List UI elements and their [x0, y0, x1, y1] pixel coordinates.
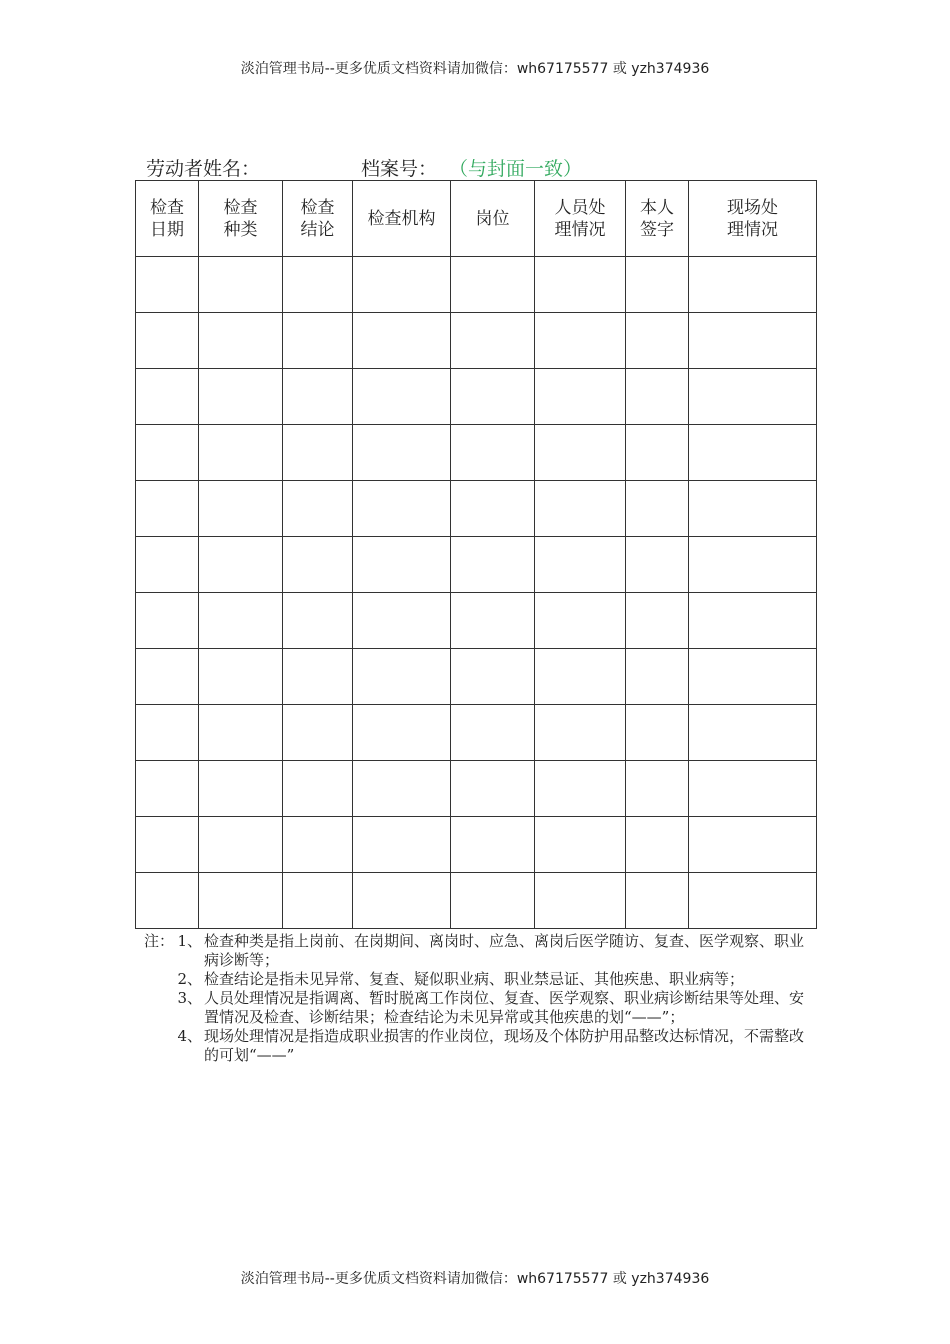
table-row [136, 593, 817, 649]
table-cell[interactable] [626, 369, 689, 425]
table-cell[interactable] [689, 649, 817, 705]
table-row [136, 761, 817, 817]
table-cell[interactable] [283, 425, 353, 481]
table-cell[interactable] [626, 313, 689, 369]
table-cell[interactable] [535, 761, 626, 817]
table-cell[interactable] [353, 313, 451, 369]
table-cell[interactable] [199, 537, 283, 593]
table-cell[interactable] [353, 425, 451, 481]
table-cell[interactable] [283, 593, 353, 649]
table-cell[interactable] [353, 537, 451, 593]
table-cell[interactable] [136, 649, 199, 705]
table-cell[interactable] [199, 593, 283, 649]
table-cell[interactable] [626, 537, 689, 593]
table-cell[interactable] [199, 369, 283, 425]
table-cell[interactable] [283, 369, 353, 425]
table-row [136, 425, 817, 481]
table-cell[interactable] [136, 593, 199, 649]
table-cell[interactable] [689, 593, 817, 649]
table-cell[interactable] [199, 761, 283, 817]
note-item [144, 970, 816, 989]
table-cell[interactable] [283, 705, 353, 761]
col-signature: 本人 签字 [626, 181, 689, 257]
table-cell[interactable] [689, 369, 817, 425]
table-cell[interactable] [626, 817, 689, 873]
exam-record-table [135, 180, 817, 929]
form-header [146, 154, 826, 182]
col-exam-type: 检查 种类 [199, 181, 283, 257]
table-cell[interactable] [353, 257, 451, 313]
table-cell[interactable] [353, 873, 451, 929]
table-cell[interactable] [535, 705, 626, 761]
table-cell[interactable] [451, 425, 535, 481]
table-cell[interactable] [451, 817, 535, 873]
table-body [136, 257, 817, 929]
table-cell[interactable] [353, 481, 451, 537]
table-cell[interactable] [535, 481, 626, 537]
table-cell[interactable] [689, 425, 817, 481]
table-cell[interactable] [626, 257, 689, 313]
table-row [136, 313, 817, 369]
page-header: 淡泊管理书局--更多优质文档资料请加微信：wh67175577 或 yzh374936 [240, 61, 710, 77]
note-item [144, 1027, 816, 1065]
worker-name-label: 劳动者姓名： [146, 158, 261, 180]
table-cell[interactable] [451, 369, 535, 425]
table-cell[interactable] [136, 425, 199, 481]
table-cell[interactable] [136, 257, 199, 313]
table-cell[interactable] [626, 873, 689, 929]
table-cell[interactable] [353, 593, 451, 649]
col-personnel-handling: 人员处 理情况 [535, 181, 626, 257]
table-cell[interactable] [535, 425, 626, 481]
note-number: 3、 [177, 989, 202, 1007]
table-cell[interactable] [535, 369, 626, 425]
table-cell[interactable] [626, 425, 689, 481]
table-row [136, 705, 817, 761]
file-number-label: 档案号： [361, 158, 438, 180]
table-cell[interactable] [283, 313, 353, 369]
table-cell[interactable] [136, 705, 199, 761]
note-number: 1、 [177, 932, 202, 950]
table-cell[interactable] [199, 649, 283, 705]
table-cell[interactable] [136, 537, 199, 593]
note-text: 检查结论是指未见异常、复查、疑似职业病、职业禁忌证、其他疾患、职业病等； [204, 970, 745, 988]
table-cell[interactable] [136, 873, 199, 929]
table-row [136, 369, 817, 425]
table-cell[interactable] [535, 649, 626, 705]
table-cell[interactable] [353, 761, 451, 817]
note-item [144, 932, 816, 970]
page-footer: 淡泊管理书局--更多优质文档资料请加微信：wh67175577 或 yzh374936 [240, 1271, 710, 1287]
table-cell[interactable] [689, 873, 817, 929]
col-exam-conclusion: 检查 结论 [283, 181, 353, 257]
table-row [136, 817, 817, 873]
table-cell[interactable] [689, 817, 817, 873]
table-cell[interactable] [451, 873, 535, 929]
table-cell[interactable] [689, 761, 817, 817]
table-cell[interactable] [353, 817, 451, 873]
table-cell[interactable] [451, 257, 535, 313]
table-cell[interactable] [451, 649, 535, 705]
table-cell[interactable] [626, 481, 689, 537]
table-row [136, 649, 817, 705]
table-cell[interactable] [689, 481, 817, 537]
table-cell[interactable] [283, 257, 353, 313]
table-cell[interactable] [689, 257, 817, 313]
table-cell[interactable] [535, 257, 626, 313]
notes-section [144, 932, 816, 1065]
table-cell[interactable] [689, 705, 817, 761]
table-cell[interactable] [199, 817, 283, 873]
table-cell[interactable] [353, 705, 451, 761]
table-cell[interactable] [626, 705, 689, 761]
table-cell[interactable] [689, 313, 817, 369]
table-cell[interactable] [626, 593, 689, 649]
table-header-row [136, 181, 817, 257]
table-cell[interactable] [535, 537, 626, 593]
col-site-handling: 现场处 理情况 [689, 181, 817, 257]
note-item [144, 989, 816, 1027]
note-text: 人员处理情况是指调离、暂时脱离工作岗位、复查、医学观察、职业病诊断结果等处理、安置情况及检查、诊断结果；检查结论为未见异常或其他疾患的划“——”； [204, 989, 805, 1026]
table-cell[interactable] [535, 817, 626, 873]
table-cell[interactable] [136, 761, 199, 817]
table-cell[interactable] [535, 313, 626, 369]
table-cell[interactable] [626, 761, 689, 817]
table-cell[interactable] [451, 593, 535, 649]
table-cell[interactable] [199, 873, 283, 929]
table-row [136, 257, 817, 313]
col-exam-date: 检查 日期 [136, 181, 199, 257]
col-post: 岗位 [451, 181, 535, 257]
table-cell[interactable] [283, 873, 353, 929]
table-cell[interactable] [535, 873, 626, 929]
table-cell[interactable] [136, 369, 199, 425]
note-text: 现场处理情况是指造成职业损害的作业岗位，现场及个体防护用品整改达标情况，不需整改的可划“——” [204, 1027, 805, 1064]
table-cell[interactable] [283, 761, 353, 817]
table-cell[interactable] [136, 481, 199, 537]
table-cell[interactable] [626, 649, 689, 705]
table-cell[interactable] [451, 313, 535, 369]
notes-lead: 注： [144, 932, 175, 950]
table-row [136, 537, 817, 593]
table-row [136, 873, 817, 929]
table-cell[interactable] [199, 705, 283, 761]
table-cell[interactable] [451, 705, 535, 761]
table-cell[interactable] [199, 313, 283, 369]
file-number-hint: （与封面一致） [449, 158, 583, 180]
table-cell[interactable] [689, 537, 817, 593]
table-cell[interactable] [199, 257, 283, 313]
table-cell[interactable] [451, 761, 535, 817]
note-text: 检查种类是指上岗前、在岗期间、离岗时、应急、离岗后医学随访、复查、医学观察、职业病诊断等； [204, 932, 805, 969]
table-cell[interactable] [353, 369, 451, 425]
table-row [136, 481, 817, 537]
table-cell[interactable] [283, 481, 353, 537]
table-cell[interactable] [199, 425, 283, 481]
table-cell[interactable] [451, 481, 535, 537]
table-cell[interactable] [283, 537, 353, 593]
table-cell[interactable] [283, 649, 353, 705]
note-number: 2、 [177, 970, 202, 988]
table-cell[interactable] [136, 313, 199, 369]
table-cell[interactable] [451, 537, 535, 593]
table-cell[interactable] [283, 817, 353, 873]
table-cell[interactable] [136, 817, 199, 873]
note-number: 4、 [177, 1027, 202, 1045]
col-exam-institution: 检查机构 [353, 181, 451, 257]
table-cell[interactable] [353, 649, 451, 705]
table-cell[interactable] [535, 593, 626, 649]
table-cell[interactable] [199, 481, 283, 537]
